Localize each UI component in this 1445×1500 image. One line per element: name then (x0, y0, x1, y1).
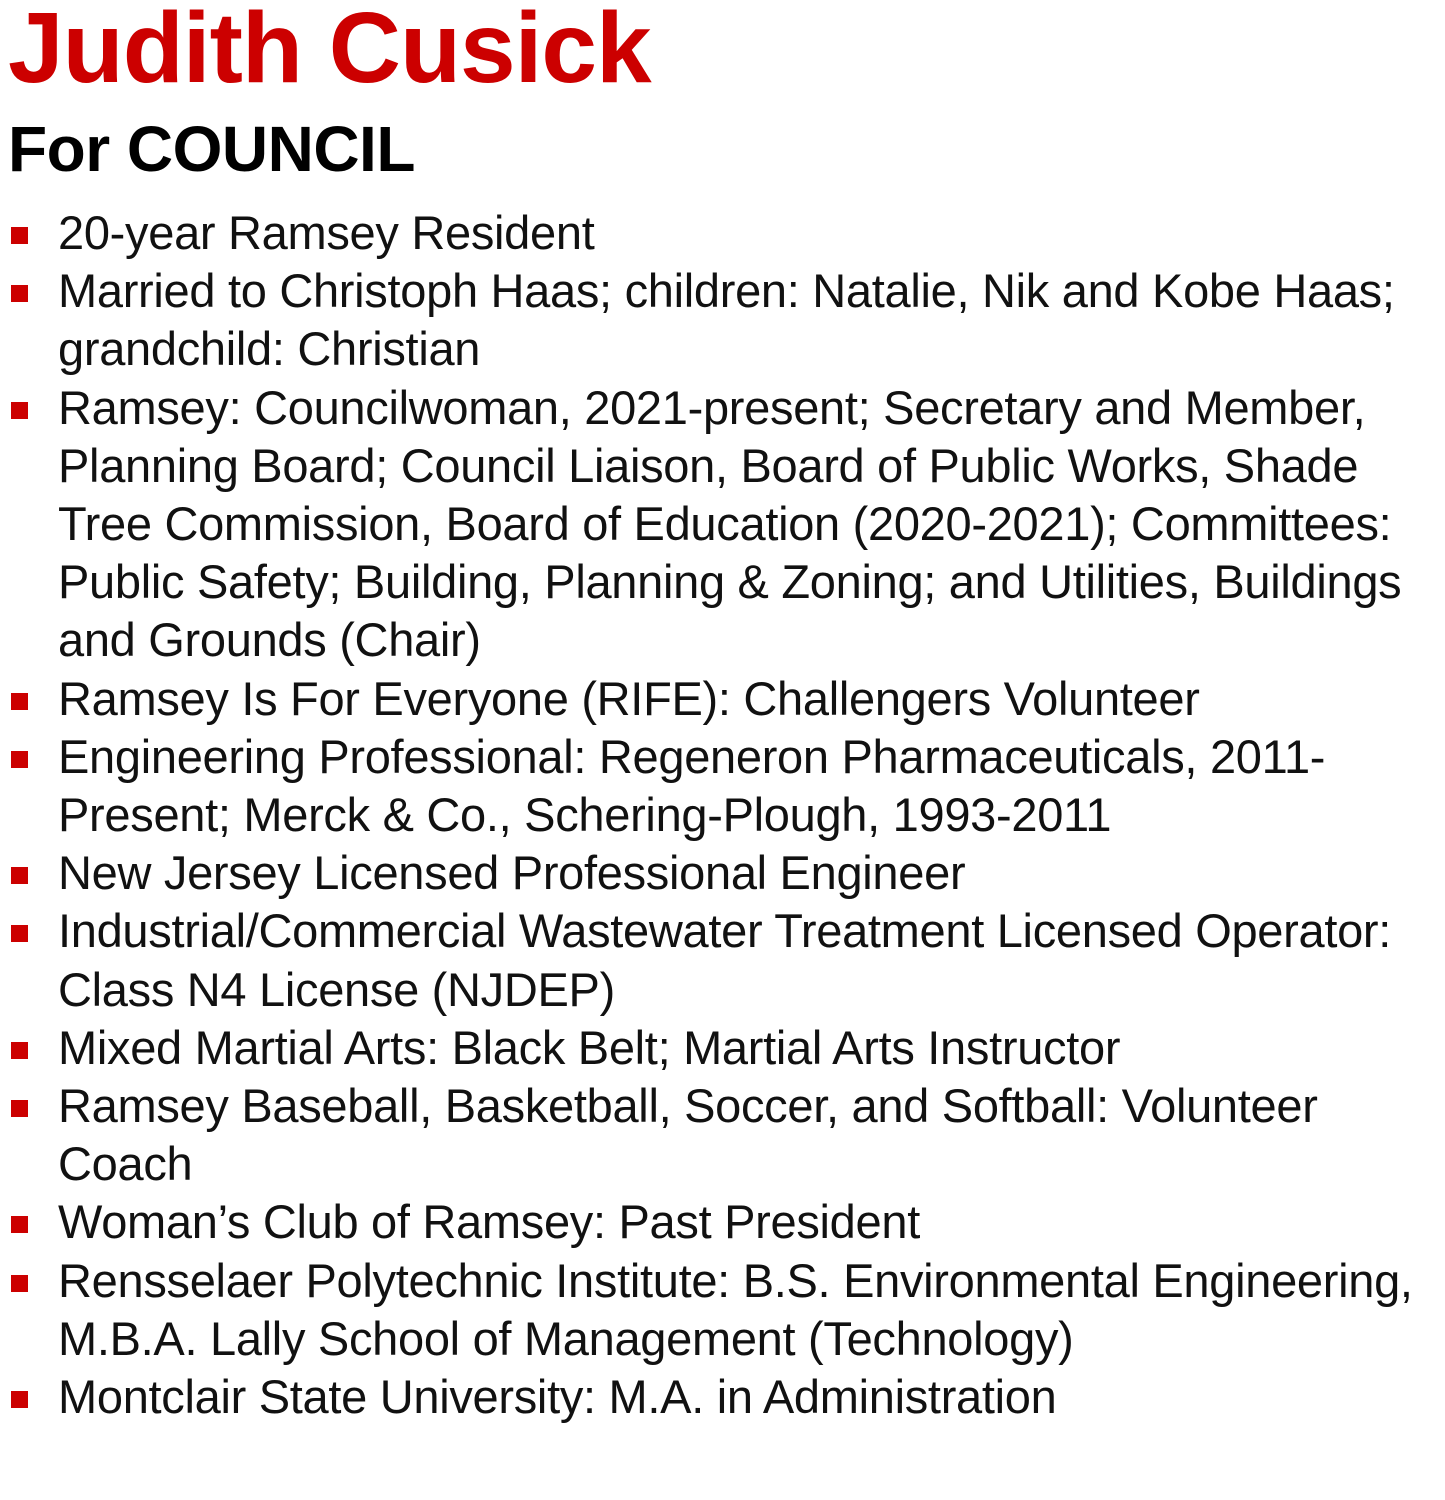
bio-item-text: Montclair State University: M.A. in Administration (58, 1370, 1057, 1424)
bio-item (8, 1019, 1438, 1077)
candidate-office: For COUNCIL (8, 113, 415, 185)
bio-item-text: Woman’s Club of Ramsey: Past President (58, 1195, 920, 1249)
square-bullet-icon (11, 1042, 28, 1059)
candidate-flyer (8, 0, 1438, 1426)
square-bullet-icon (11, 925, 28, 942)
bio-item (8, 1368, 1438, 1426)
square-bullet-icon (11, 1216, 28, 1233)
bio-item (8, 844, 1438, 902)
bio-item (8, 1252, 1438, 1368)
bio-item (8, 379, 1438, 670)
square-bullet-icon (11, 1100, 28, 1117)
bio-item (8, 1077, 1438, 1193)
bio-item (8, 262, 1438, 378)
bio-item (8, 1193, 1438, 1251)
bio-item-text: Industrial/Commercial Wastewater Treatment Licensed Operator: Class N4 License (NJDEP) (58, 904, 1392, 1016)
bio-item (8, 728, 1438, 844)
bio-list (8, 204, 1438, 1426)
bio-item-text: Ramsey Baseball, Basketball, Soccer, and Softball: Volunteer Coach (58, 1079, 1318, 1191)
candidate-name: Judith Cusick (8, 0, 651, 104)
square-bullet-icon (11, 1275, 28, 1292)
bio-item-text: Married to Christoph Haas; children: Natalie, Nik and Kobe Haas; grandchild: Christian (58, 264, 1395, 376)
bio-item-text: Ramsey: Councilwoman, 2021-present; Secretary and Member, Planning Board; Council Liaison, Board of Public Works, Shade Tree Commission, Board of Education (2020-2021); Committees: Public Safety; Building, Planning & Zoning; and Utilities, Buildings and Grounds (Chair) (58, 380, 1402, 667)
bio-item-text: Mixed Martial Arts: Black Belt; Martial Arts Instructor (58, 1020, 1121, 1074)
bio-item (8, 670, 1438, 728)
square-bullet-icon (11, 1391, 28, 1408)
bio-item-text: Rensselaer Polytechnic Institute: B.S. Environmental Engineering, M.B.A. Lally School of Management (Technology) (58, 1253, 1413, 1365)
bio-item-text: Ramsey Is For Everyone (RIFE): Challengers Volunteer (58, 671, 1200, 725)
bio-item-text: 20-year Ramsey Resident (58, 206, 595, 259)
square-bullet-icon (11, 693, 28, 710)
square-bullet-icon (11, 402, 28, 419)
square-bullet-icon (11, 227, 28, 244)
bio-item-text: New Jersey Licensed Professional Engineer (58, 846, 966, 900)
bio-item (8, 902, 1438, 1018)
bio-item-text: Engineering Professional: Regeneron Pharmaceuticals, 2011-Present; Merck & Co., Schering-Plough, 1993-2011 (58, 729, 1326, 842)
square-bullet-icon (11, 751, 28, 768)
square-bullet-icon (11, 285, 28, 302)
bio-item (8, 204, 1438, 262)
square-bullet-icon (11, 867, 28, 884)
